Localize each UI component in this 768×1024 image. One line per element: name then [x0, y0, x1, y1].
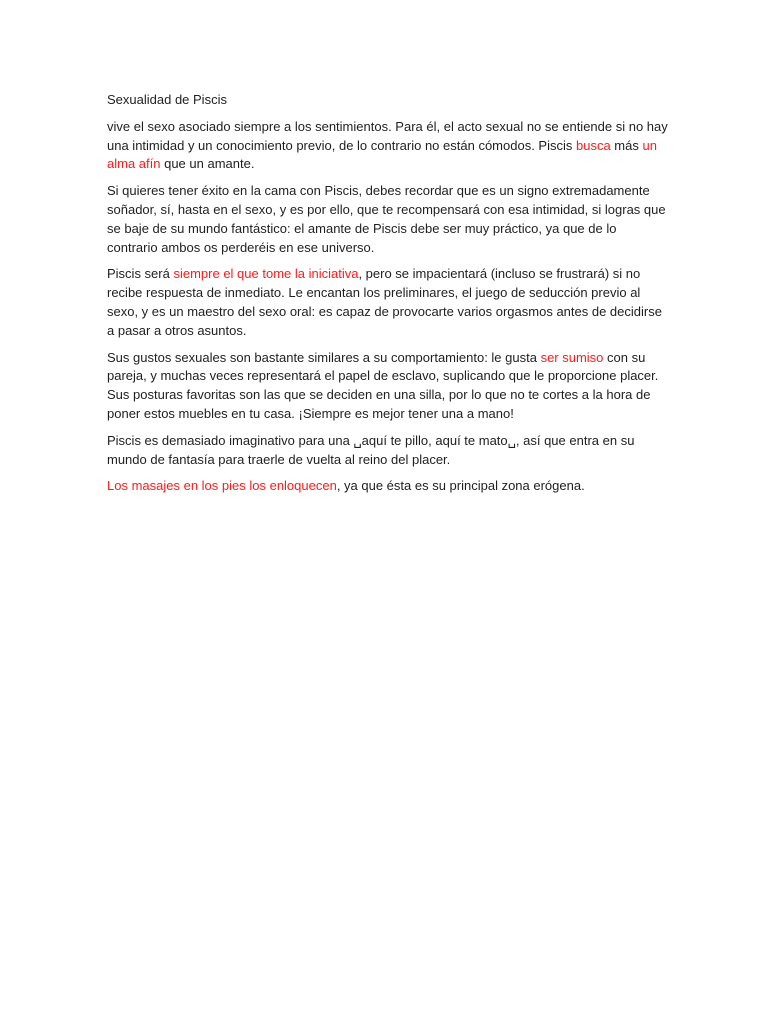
highlight-text: busca — [575, 137, 611, 153]
highlight-text: Los masajes en los pies los enloquecen — [107, 478, 337, 494]
highlight-text: siempre el que tome la iniciativa — [173, 266, 359, 282]
document-body — [107, 91, 669, 504]
text-run: , pero se impacientará (incluso se frustrará) si no recibe respuesta de inmediato. Le encantan los preliminares, el juego de seducción previo al sexo, y es un maestro del sexo oral: es capaz de provocarte varios orgasmos antes de decidirse a pasar a otros asuntos. — [107, 266, 662, 338]
text-run: con su pareja, y muchas veces representará el papel de esclavo, suplicando que le proporcione placer. Sus posturas favoritas son las que se deciden en una silla, por lo que no te cortes a la hora de poner estos muebles en tu casa. ¡Siempre es mejor tener una a mano! — [107, 349, 659, 421]
text-run: vive el sexo asociado siempre a los sentimientos. Para él, el acto sexual no se entiende si no hay una intimidad y un conocimiento previo, de lo contrario no están cómodos. Piscis — [107, 118, 668, 153]
text-run: más — [610, 137, 643, 153]
text-run: , ya que ésta es su principal zona erógena. — [336, 478, 585, 494]
paragraph-5 — [107, 432, 669, 470]
document-title: Sexualidad de Piscis — [107, 92, 227, 107]
text-run: Sus gustos sexuales son bastante similares a su comportamiento: le gusta — [107, 349, 541, 365]
paragraph-6 — [107, 477, 669, 496]
paragraph-4 — [107, 349, 669, 424]
text-run: Piscis es demasiado imaginativo para una ␣aquí te pillo, aquí te mato␣, así que entra en su mundo de fantasía para traerle de vuelta al reino del placer. — [107, 432, 635, 467]
highlight-text: ser sumiso — [540, 349, 604, 365]
text-run: Si quieres tener éxito en la cama con Piscis, debes recordar que es un signo extremadamente soñador, sí, hasta en el sexo, y es por ello, que te recompensará con esa intimidad, si logras que se baje de su mundo fantástico: el amante de Piscis debe ser muy práctico, ya que de lo contrario ambos os perderéis en ese universo. — [107, 183, 666, 255]
highlight-text: un alma afín — [107, 137, 657, 172]
text-run: Piscis será — [107, 266, 174, 282]
paragraph-1 — [107, 118, 669, 174]
paragraph-2 — [107, 182, 669, 257]
text-run: que un amante. — [160, 156, 255, 172]
paragraph-3 — [107, 265, 669, 340]
